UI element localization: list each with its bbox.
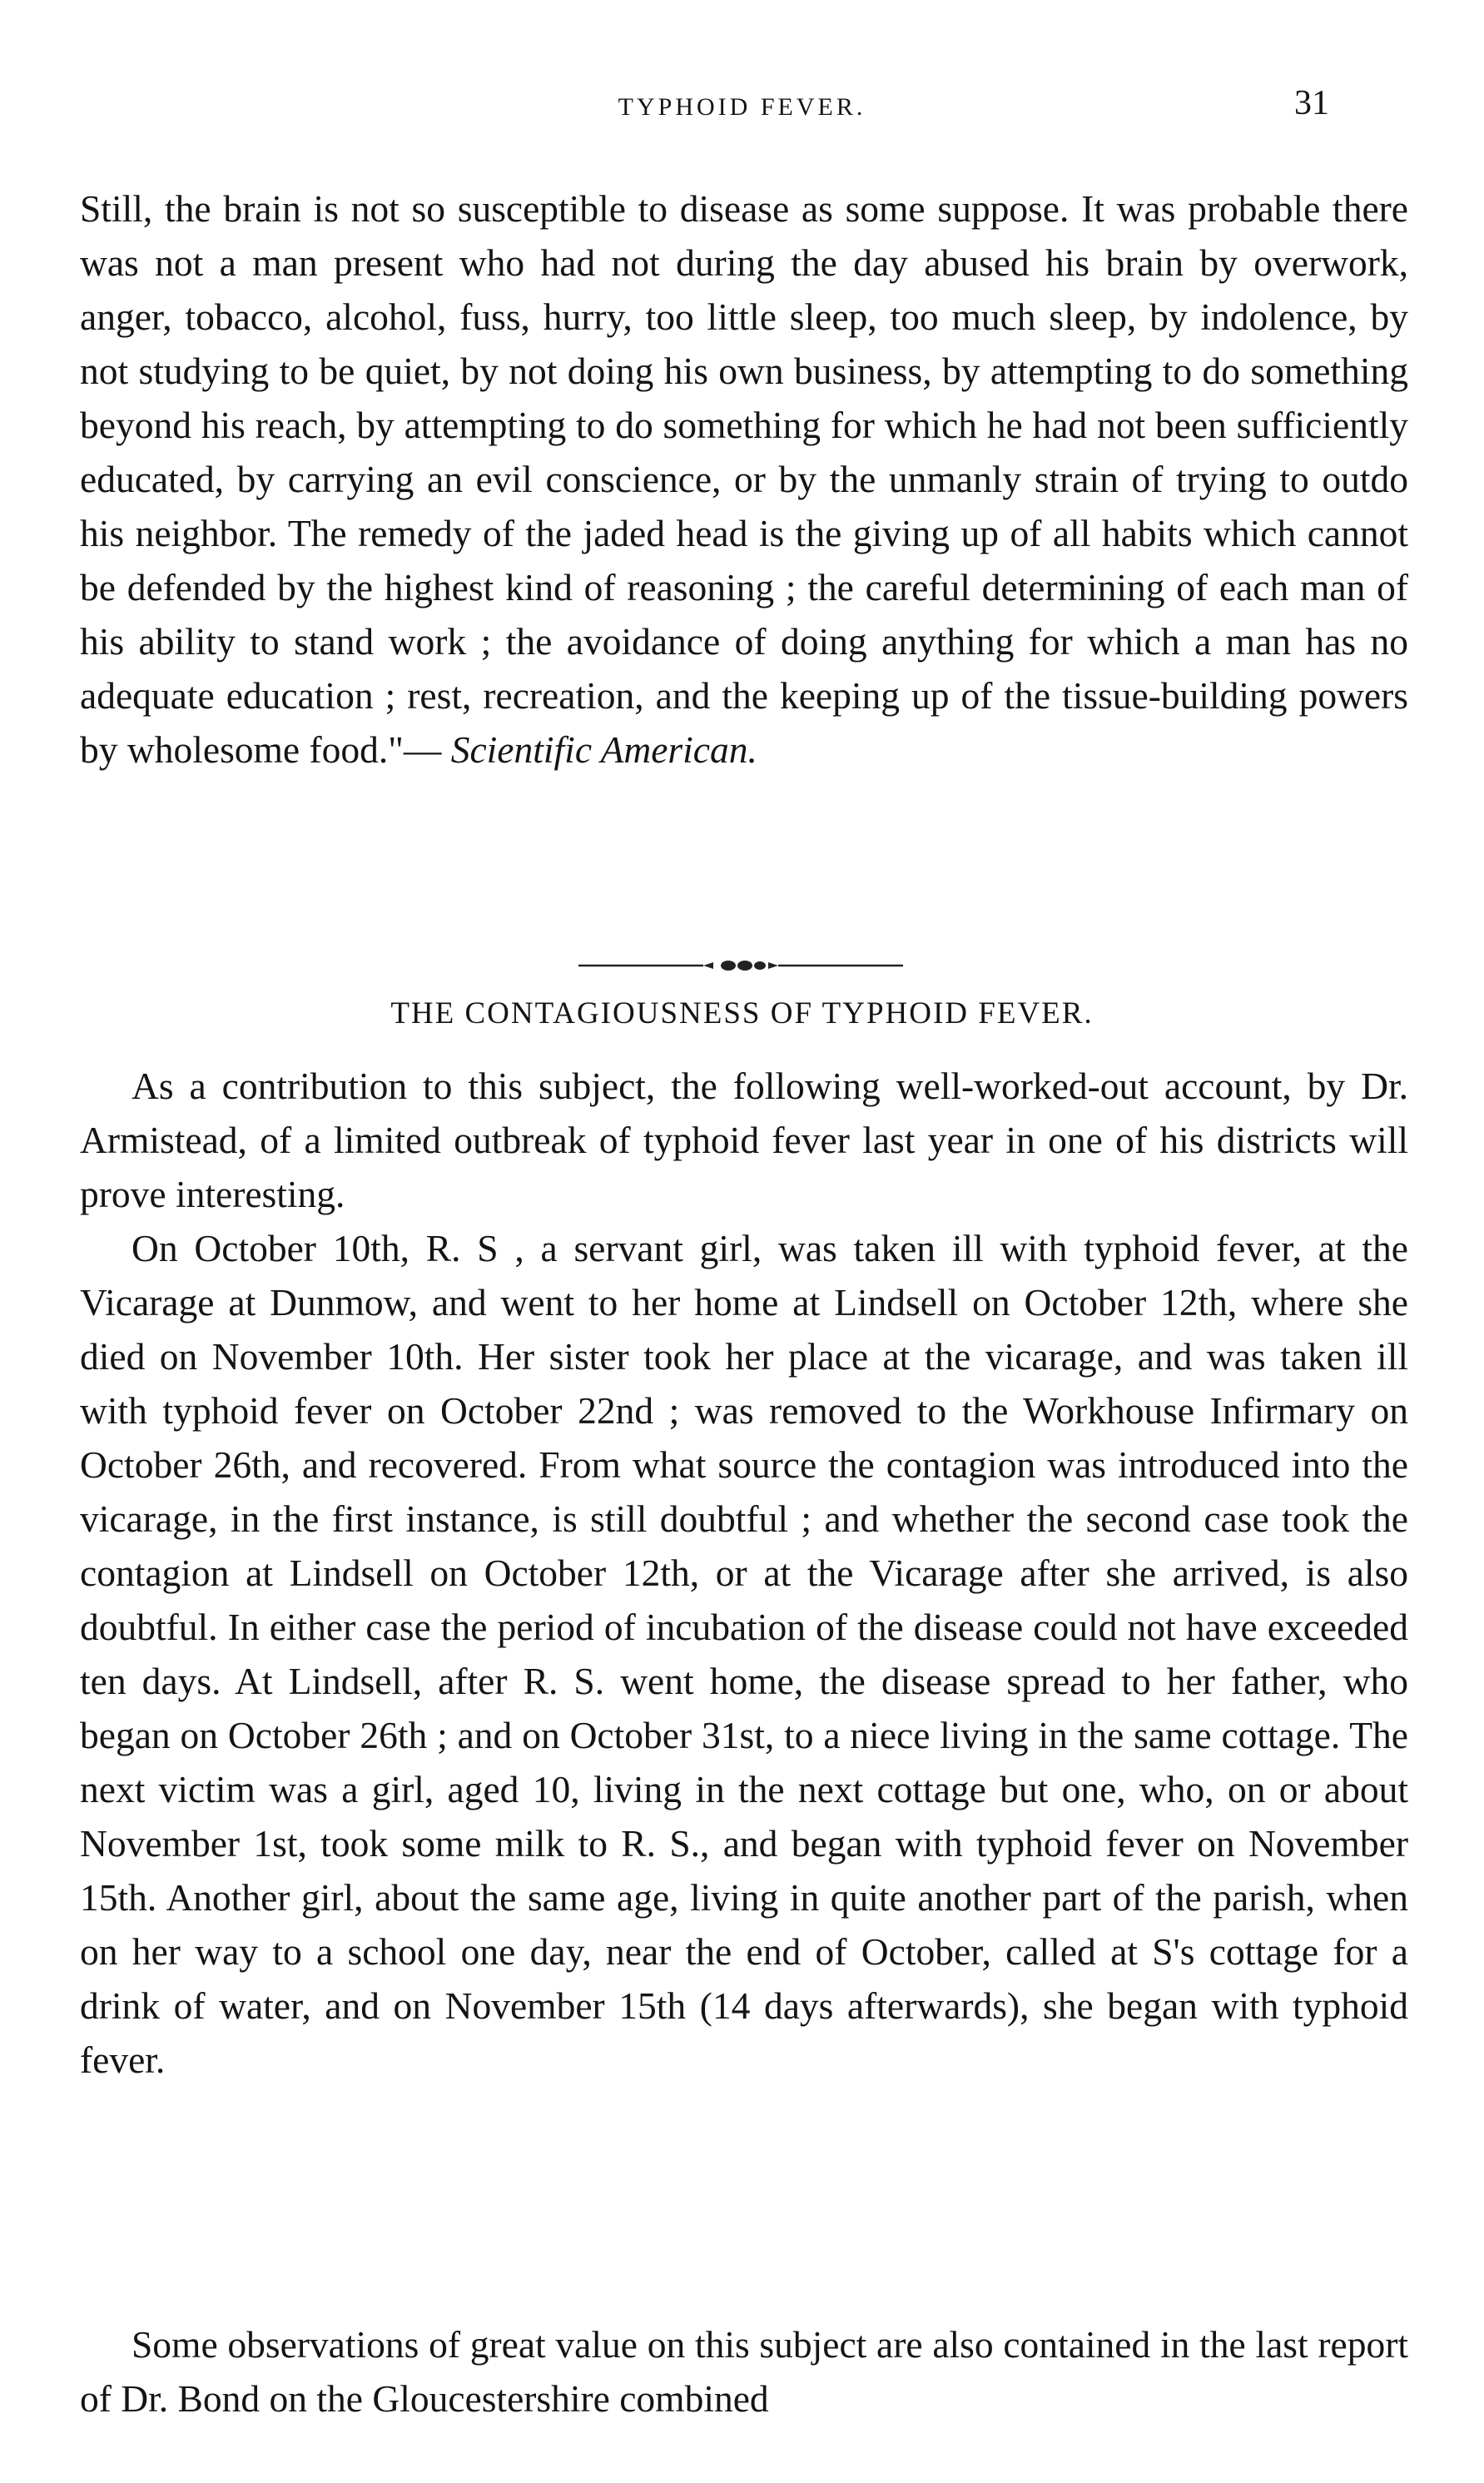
previous-article-text xyxy=(80,181,1408,777)
section-divider-ornament xyxy=(578,959,903,972)
paragraph xyxy=(80,181,1408,777)
source-citation: Scientific American. xyxy=(450,728,757,771)
article-body xyxy=(80,1059,1408,2087)
paragraph: Some observations of great value on this subject are also contained in the last report of Dr. Bond on the Gloucestershire combined xyxy=(80,2323,1408,2420)
paragraph: As a contribution to this subject, the following well-worked-out account, by Dr. Armistead, of a limited outbreak of typhoid fever last year in one of his districts will prove interesting. xyxy=(80,1065,1408,1215)
paragraph-text: Still, the brain is not so susceptible to disease as some suppose. It was probable there was not a man present who had not during the day abused his brain by overwork, anger, tobacco, alcohol, fuss, hurry, too little sleep, too much sleep, by indolence, by not studying to be quiet, by not doing his own business, by attempting to do something beyond his reach, by attempting to do something for which he had not been sufficiently educated, by carrying an evil conscience, or by the unmanly strain of trying to outdo his neighbor. The remedy of the jaded head is the giving up of all habits which cannot be defended by the highest kind of reasoning ; the careful determining of each man of his ability to stand work ; the avoidance of doing anything for which a man has no adequate education ; rest, recreation, and the keeping up of the tissue-building powers by wholesome food."— xyxy=(80,187,1408,771)
article-body-continued xyxy=(80,2317,1408,2426)
section-heading: THE CONTAGIOUSNESS OF TYPHOID FEVER. xyxy=(390,996,1094,1030)
running-title: TYPHOID FEVER. xyxy=(618,93,866,121)
paragraph: On October 10th, R. S , a servant girl, was taken ill with typhoid fever, at the Vicarage at Dunmow, and went to her home at Lindsell on October 12th, where she died on November 10th. Her sister took her place at the vicarage, and was taken ill with typhoid fever on October 22nd ; was removed to the Workhouse Infirmary on October 26th, and recovered. From what source the contagion was introduced into the vicarage, in the first instance, is still doubtful ; and whether the second case took the contagion at Lindsell on October 12th, or at the Vicarage after she arrived, is also doubtful. In either case the period of incubation of the disease could not have exceeded ten days. At Lindsell, after R. S. went home, the disease spread to her father, who began on October 26th ; and on October 31st, to a niece living in the same cottage. The next victim was a girl, aged 10, living in the next cottage but one, who, on or about November 1st, took some milk to R. S., and began with typhoid fever on November 15th. Another girl, about the same age, living in quite another part of the parish, when on her way to a school one day, near the end of October, called at S's cottage for a drink of water, and on November 15th (14 days afterwards), she began with typhoid fever. xyxy=(80,1227,1408,2081)
running-header xyxy=(0,83,1484,133)
page-number: 31 xyxy=(1294,84,1329,122)
